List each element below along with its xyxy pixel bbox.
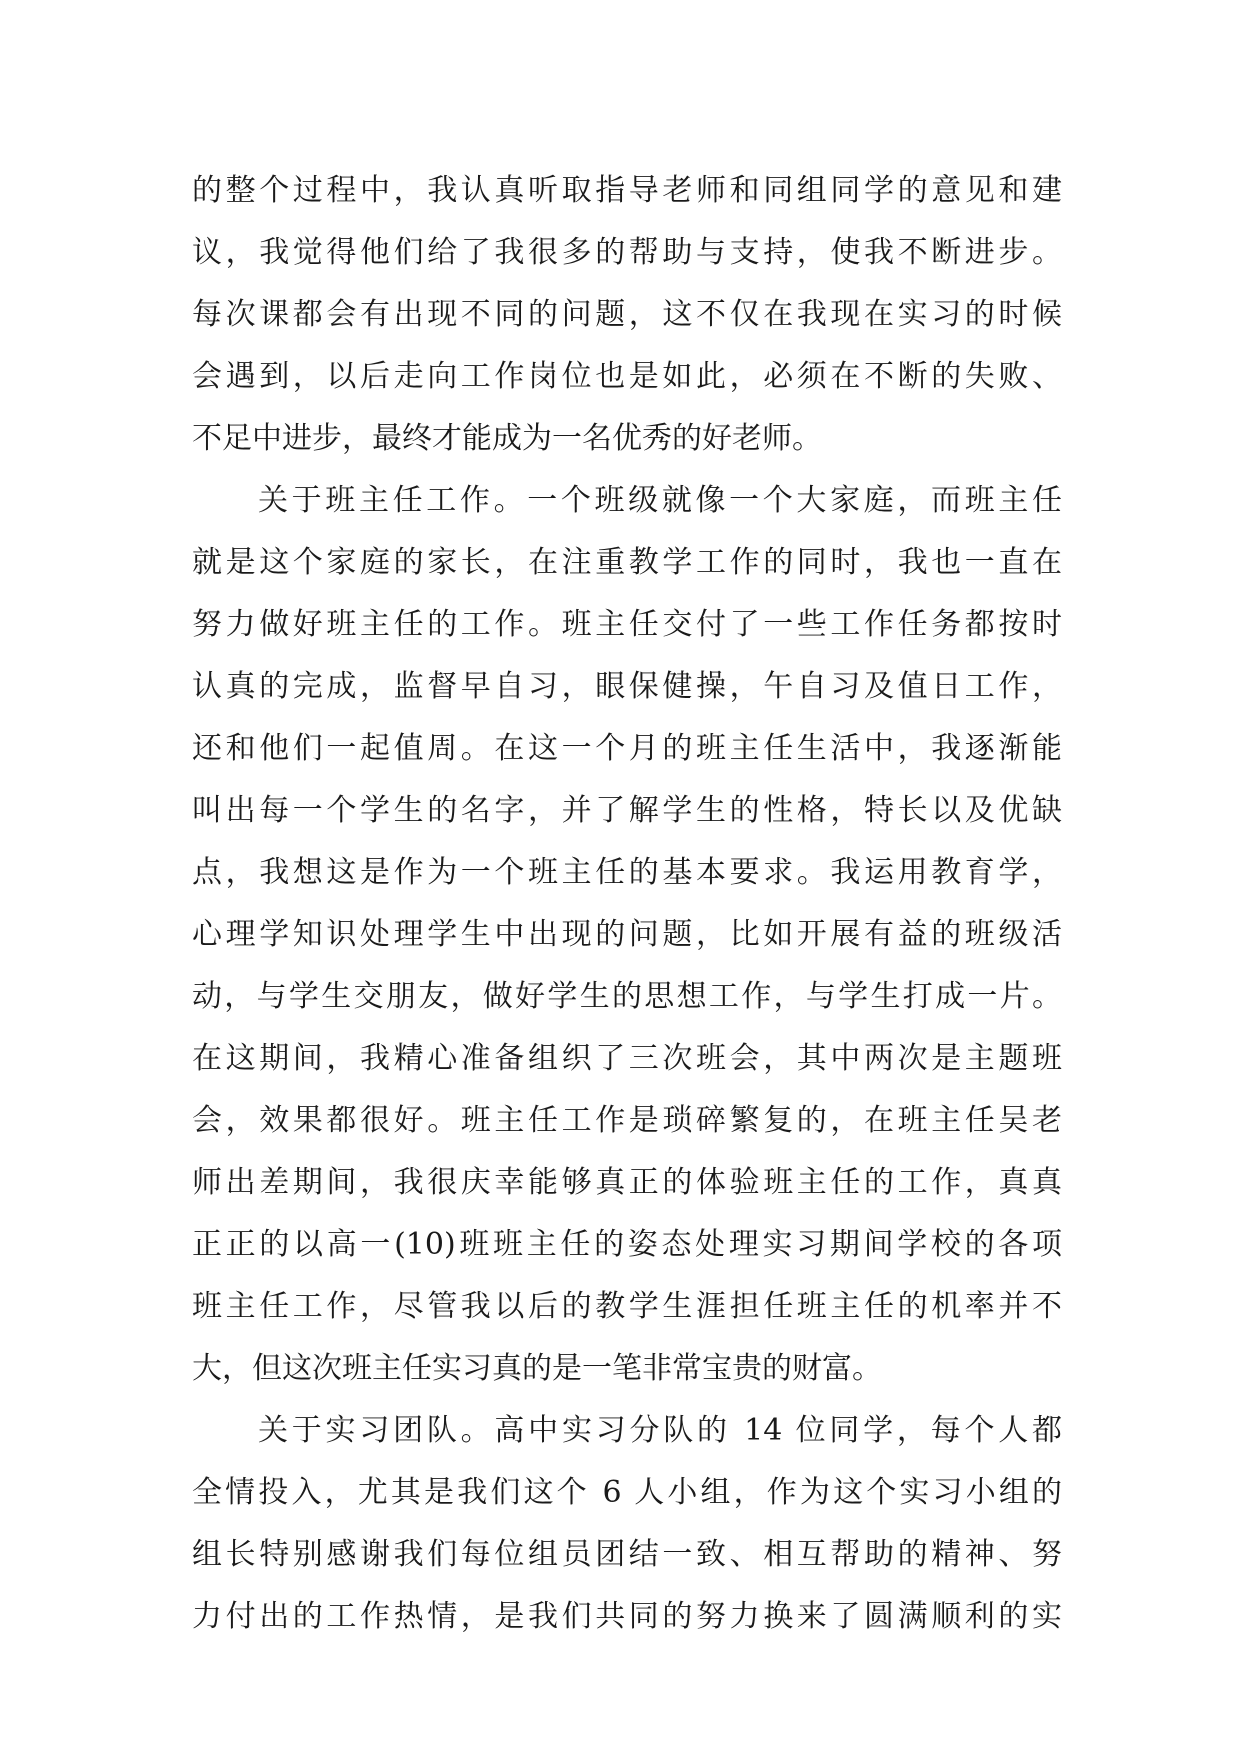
text-line: 动，与学生交朋友，做好学生的思想工作，与学生打成一片。 xyxy=(192,979,1062,1014)
text-line: 心理学知识处理学生中出现的问题，比如开展有益的班级活 xyxy=(192,917,1062,952)
text-line: 还和他们一起值周。在这一个月的班主任生活中，我逐渐能 xyxy=(192,731,1062,766)
text-line: 认真的完成，监督早自习，眼保健操，午自习及值日工作， xyxy=(192,669,1062,704)
text-line: 每次课都会有出现不同的问题，这不仅在我现在实习的时候 xyxy=(192,297,1062,332)
text-line: 全情投入，尤其是我们这个 6 人小组，作为这个实习小组的 xyxy=(192,1475,1062,1510)
text-line: 不足中进步，最终才能成为一名优秀的好老师。 xyxy=(192,421,822,456)
text-line: 大，但这次班主任实习真的是一笔非常宝贵的财富。 xyxy=(192,1351,882,1386)
paragraph-1 xyxy=(192,160,1062,470)
text-line: 努力做好班主任的工作。班主任交付了一些工作任务都按时 xyxy=(192,607,1062,642)
paragraph-2 xyxy=(192,470,1062,1400)
text-line: 的整个过程中，我认真听取指导老师和同组同学的意见和建 xyxy=(192,173,1062,208)
text-line: 正正的以高一(10)班班主任的姿态处理实习期间学校的各项 xyxy=(192,1227,1062,1262)
text-line: 关于实习团队。高中实习分队的 14 位同学，每个人都 xyxy=(258,1413,1062,1448)
document-body xyxy=(192,160,1062,1648)
text-line: 师出差期间，我很庆幸能够真正的体验班主任的工作，真真 xyxy=(192,1165,1062,1200)
text-line: 班主任工作，尽管我以后的教学生涯担任班主任的机率并不 xyxy=(192,1289,1062,1324)
text-line: 力付出的工作热情，是我们共同的努力换来了圆满顺利的实 xyxy=(192,1599,1062,1634)
text-line: 关于班主任工作。一个班级就像一个大家庭，而班主任 xyxy=(258,483,1062,518)
text-line: 叫出每一个学生的名字，并了解学生的性格，特长以及优缺 xyxy=(192,793,1062,828)
text-line: 议，我觉得他们给了我很多的帮助与支持，使我不断进步。 xyxy=(192,235,1062,270)
text-line: 点，我想这是作为一个班主任的基本要求。我运用教育学， xyxy=(192,855,1062,890)
text-line: 会遇到，以后走向工作岗位也是如此，必须在不断的失败、 xyxy=(192,359,1062,394)
text-line: 在这期间，我精心准备组织了三次班会，其中两次是主题班 xyxy=(192,1041,1062,1076)
paragraph-3 xyxy=(192,1400,1062,1648)
text-line: 会，效果都很好。班主任工作是琐碎繁复的，在班主任吴老 xyxy=(192,1103,1062,1138)
text-line: 组长特别感谢我们每位组员团结一致、相互帮助的精神、努 xyxy=(192,1537,1062,1572)
text-line: 就是这个家庭的家长，在注重教学工作的同时，我也一直在 xyxy=(192,545,1062,580)
